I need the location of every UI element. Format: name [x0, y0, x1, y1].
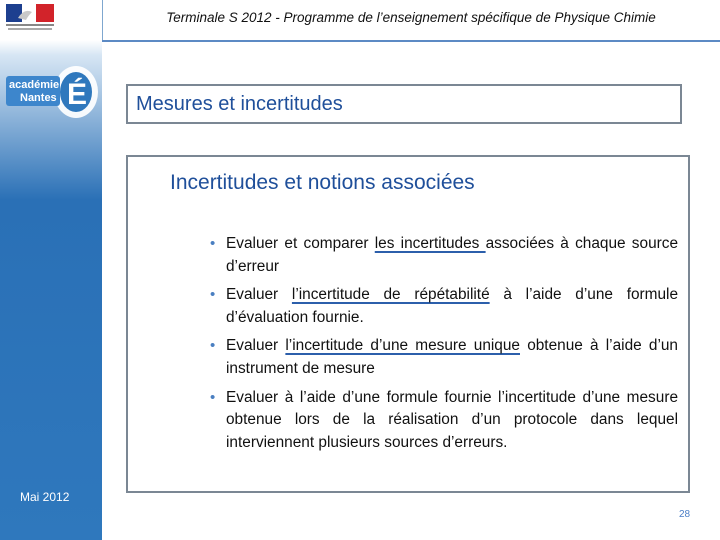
bullet-icon: •: [210, 388, 216, 406]
bullet-item: [208, 233, 678, 278]
bullet-icon: •: [210, 235, 216, 252]
bullet-item: [208, 387, 678, 455]
content-box: [126, 155, 690, 493]
academie-nantes-logo: [6, 62, 100, 122]
slide-subtitle: Incertitudes et notions associées: [170, 171, 475, 194]
republique-francaise-logo: [2, 2, 60, 34]
bullet-text: à l’aide d’une formule d’évaluation fournie.: [226, 286, 679, 326]
bullet-text: Evaluer à l’aide d’une formule fournie l’incertitude d’une mesure obtenue lors de la réalisation d’un protocole dans lequel interviennent plusieurs sources d’erreurs.: [226, 388, 678, 451]
bullet-text: Evaluer et comparer: [226, 235, 375, 252]
bullet-text: Evaluer: [226, 337, 286, 355]
bullet-text: Evaluer: [226, 286, 292, 304]
svg-text:Nantes: Nantes: [20, 92, 57, 104]
bullet-icon: •: [210, 337, 216, 355]
bullet-item: [208, 284, 678, 329]
bullet-list: [208, 233, 678, 460]
page-number: 28: [679, 509, 691, 520]
slide-title-box: [126, 84, 682, 124]
svg-text:académie: académie: [9, 79, 60, 91]
slide-title: Mesures et incertitudes: [136, 93, 343, 115]
slide-date: Mai 2012: [20, 490, 70, 504]
header-title: Terminale S 2012 - Programme de l’enseignement spécifique de Physique Chimie: [166, 10, 656, 25]
bullet-underlined-text: l’incertitude d’une mesure unique: [285, 337, 520, 355]
bullet-text: associées à chaque source d’erreur: [226, 235, 679, 275]
bullet-underlined-text: l’incertitude de répétabilité: [291, 286, 490, 304]
bullet-text: obtenue à l’aide d’un instrument de mesure: [226, 337, 678, 377]
header-divider: [102, 40, 720, 42]
bullet-underlined-text: les incertitudes: [374, 235, 486, 252]
bullet-icon: •: [210, 286, 216, 304]
svg-text:É: É: [67, 78, 88, 111]
bullet-item: [208, 335, 678, 380]
